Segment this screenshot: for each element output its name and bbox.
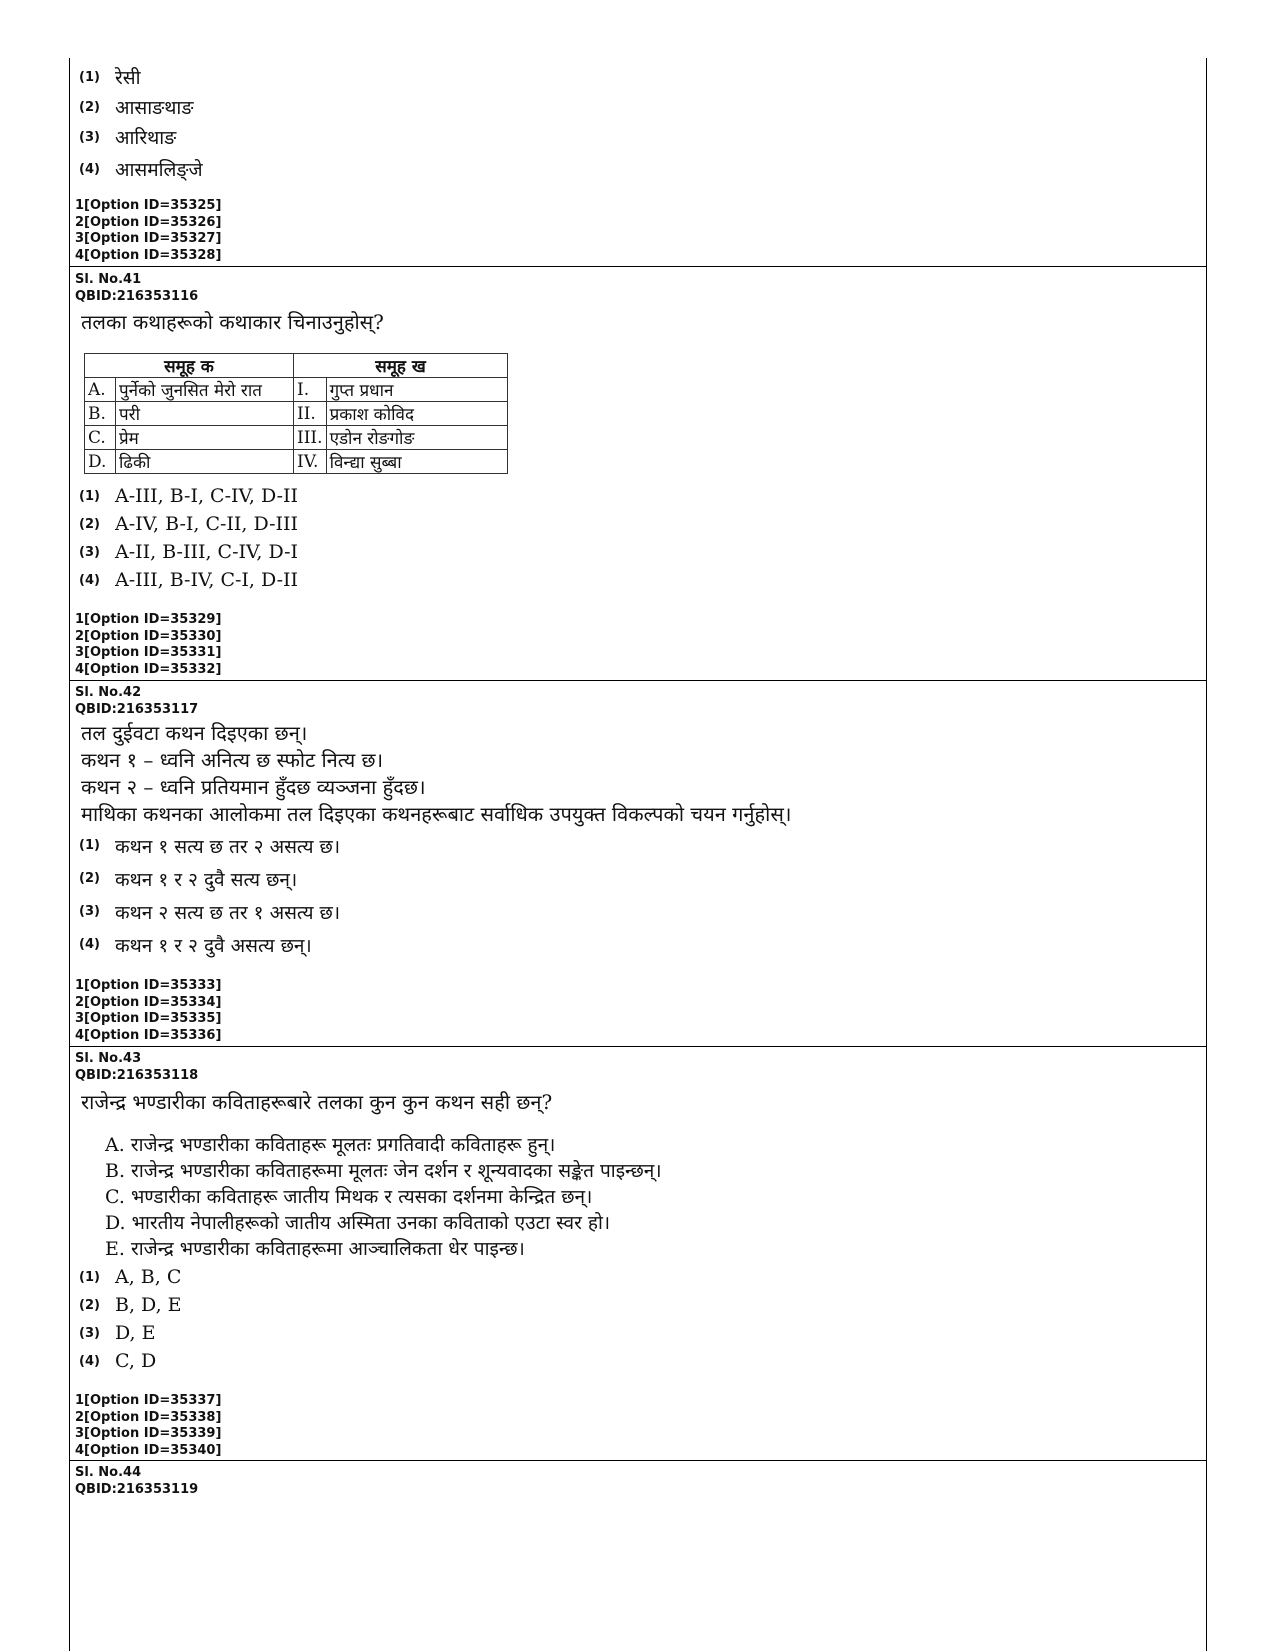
cell: IV.	[294, 450, 327, 474]
option-number: (3)	[79, 129, 100, 145]
option-text: A, B, C	[115, 1266, 182, 1288]
statement-c: C. भण्डारीका कविताहरू जातीय मिथक र त्यसका दर्शनमा केन्द्रित छन्।	[105, 1186, 593, 1208]
q40-option-1	[75, 62, 1206, 92]
option-text: रेसी	[115, 67, 141, 89]
table-row	[85, 450, 508, 474]
q41-match-table-wrap	[70, 353, 1206, 474]
table-row	[85, 402, 508, 426]
q41-option-ids	[70, 612, 1206, 678]
cell: परी	[116, 402, 294, 426]
cell: II.	[294, 402, 327, 426]
qbid: QBID:216353117	[75, 701, 199, 717]
q40-option-3	[75, 122, 1206, 152]
option-number: (3)	[79, 544, 100, 560]
cell: पुर्नेको जुनसित मेरो रात	[116, 378, 294, 402]
q42-option-ids	[70, 978, 1206, 1044]
q43-statements	[70, 1132, 1206, 1262]
option-id: 2[Option ID=35326]	[75, 214, 222, 230]
option-number: (2)	[79, 99, 100, 115]
option-id: 1[Option ID=35337]	[75, 1393, 222, 1408]
option-text: A-II, B-III, C-IV, D-I	[115, 541, 299, 563]
option-id: 3[Option ID=35331]	[75, 645, 222, 660]
sl-no: Sl. No.43	[75, 1051, 142, 1066]
question-line: कथन १ – ध्वनि अनित्य छ स्फोट नित्य छ।	[81, 748, 384, 772]
q41-header	[70, 272, 1206, 305]
cell: गुप्त प्रधान	[326, 378, 507, 402]
question-line: तल दुईवटा कथन दिइएका छन्।	[81, 721, 308, 745]
q42-option-1	[75, 829, 1206, 862]
q43-option-ids	[70, 1393, 1206, 1459]
statement-a: A. राजेन्द्र भण्डारीका कविताहरू मूलतः प्रगतिवादी कविताहरू हुन्।	[105, 1134, 556, 1156]
question-line: माथिका कथनका आलोकमा तल दिइएका कथनहरूबाट सर्वाधिक उपयुक्त विकल्पको चयन गर्नुहोस्।	[81, 802, 792, 826]
option-number: (3)	[79, 904, 100, 919]
option-number: (4)	[79, 161, 100, 177]
qbid: QBID:216353118	[75, 1067, 199, 1083]
option-text: आसाङथाङ	[115, 97, 194, 119]
option-id: 4[Option ID=35340]	[75, 1442, 222, 1458]
option-text: B, D, E	[115, 1294, 182, 1316]
column-header-b: समूह ख	[294, 354, 508, 378]
separator	[70, 680, 1206, 681]
q41-option-1	[75, 482, 1206, 510]
question-paper-frame	[69, 58, 1207, 1651]
table-row	[85, 426, 508, 450]
option-text: कथन २ सत्य छ तर १ असत्य छ।	[115, 901, 341, 924]
option-text: D, E	[115, 1322, 156, 1344]
option-text: कथन १ र २ दुवै असत्य छन्।	[115, 934, 312, 957]
cell: D.	[85, 450, 116, 474]
option-id: 3[Option ID=35327]	[75, 231, 222, 246]
q40-option-ids	[70, 198, 1206, 264]
option-id: 4[Option ID=35328]	[75, 247, 222, 263]
q43-option-2	[75, 1291, 1206, 1319]
qbid: QBID:216353116	[75, 288, 199, 304]
q40-option-4	[75, 152, 1206, 186]
q44-header	[70, 1465, 1206, 1498]
q42-option-2	[75, 862, 1206, 895]
option-id: 4[Option ID=35336]	[75, 1027, 222, 1043]
sl-no: Sl. No.41	[75, 272, 142, 287]
option-number: (1)	[79, 1269, 100, 1285]
option-number: (4)	[79, 1353, 100, 1369]
option-number: (4)	[79, 937, 100, 952]
option-id: 4[Option ID=35332]	[75, 661, 222, 677]
option-number: (1)	[79, 69, 100, 85]
option-number: (2)	[79, 871, 100, 886]
sl-no: Sl. No.44	[75, 1465, 142, 1480]
q41-options	[70, 482, 1206, 594]
statement-e: E. राजेन्द्र भण्डारीका कविताहरूमा आञ्चालिकता धेर पाइन्छ।	[105, 1238, 525, 1260]
column-header-a: समूह क	[85, 354, 294, 378]
q40-option-2	[75, 92, 1206, 122]
cell: एडोन रोङगोङ	[326, 426, 507, 450]
option-id: 3[Option ID=35339]	[75, 1426, 222, 1441]
option-text: कथन १ सत्य छ तर २ असत्य छ।	[115, 835, 341, 858]
option-id: 1[Option ID=35333]	[75, 978, 222, 993]
cell: ढिकी	[116, 450, 294, 474]
separator	[70, 1460, 1206, 1461]
cell: I.	[294, 378, 327, 402]
table-row	[85, 378, 508, 402]
qbid: QBID:216353119	[75, 1481, 199, 1497]
q42-option-4	[75, 928, 1206, 961]
option-number: (2)	[79, 516, 100, 532]
table-header-row	[85, 354, 508, 378]
q42-option-3	[75, 895, 1206, 928]
q42-header	[70, 685, 1206, 718]
option-id: 2[Option ID=35330]	[75, 628, 222, 644]
q43-option-4	[75, 1347, 1206, 1375]
q43-option-1	[75, 1263, 1206, 1291]
statement-d: D. भारतीय नेपालीहरूको जातीय अस्मिता उनका कविताको एउटा स्वर हो।	[105, 1212, 611, 1234]
q42-options	[70, 829, 1206, 961]
q41-match-table	[84, 353, 508, 474]
option-text: आरिथाङ	[115, 127, 177, 149]
question-text: राजेन्द्र भण्डारीका कविताहरूबारे तलका कुन कुन कथन सही छन्?	[81, 1090, 553, 1114]
q43-option-3	[75, 1319, 1206, 1347]
q40-options	[70, 62, 1206, 186]
q43-question	[70, 1088, 1206, 1115]
option-text: A-IV, B-I, C-II, D-III	[115, 513, 299, 535]
option-number: (1)	[79, 838, 100, 853]
option-text: C, D	[115, 1350, 157, 1372]
option-number: (4)	[79, 572, 100, 588]
cell: प्रकाश कोविद	[326, 402, 507, 426]
cell: C.	[85, 426, 116, 450]
q41-option-4	[75, 566, 1206, 594]
option-text: A-III, B-IV, C-I, D-II	[115, 569, 299, 591]
option-number: (1)	[79, 488, 100, 504]
separator	[70, 1046, 1206, 1047]
cell: B.	[85, 402, 116, 426]
q43-header	[70, 1051, 1206, 1084]
sl-no: Sl. No.42	[75, 685, 142, 700]
q41-question	[70, 308, 1206, 335]
option-text: A-III, B-I, C-IV, D-II	[115, 485, 299, 507]
q41-option-2	[75, 510, 1206, 538]
q42-question	[70, 720, 1206, 828]
question-line: कथन २ – ध्वनि प्रतियमान हुँदछ व्यञ्जना हुँदछ।	[81, 775, 426, 799]
cell: III.	[294, 426, 327, 450]
option-id: 3[Option ID=35335]	[75, 1011, 222, 1026]
option-id: 2[Option ID=35338]	[75, 1409, 222, 1425]
option-number: (2)	[79, 1297, 100, 1313]
cell: A.	[85, 378, 116, 402]
cell: प्रेम	[116, 426, 294, 450]
statement-b: B. राजेन्द्र भण्डारीका कविताहरूमा मूलतः जेन दर्शन र शून्यवादका सङ्केत पाइन्छन्।	[105, 1160, 662, 1182]
option-text: आसमलिङ्जे	[115, 159, 203, 181]
question-text: तलका कथाहरूको कथाकार चिनाउनुहोस्?	[81, 310, 384, 334]
option-text: कथन १ र २ दुवै सत्य छन्।	[115, 868, 298, 891]
option-id: 1[Option ID=35329]	[75, 612, 222, 627]
separator	[70, 266, 1206, 267]
q43-options	[70, 1263, 1206, 1375]
cell: विन्द्या सुब्बा	[326, 450, 507, 474]
option-id: 2[Option ID=35334]	[75, 994, 222, 1010]
q41-option-3	[75, 538, 1206, 566]
option-id: 1[Option ID=35325]	[75, 198, 222, 213]
option-number: (3)	[79, 1325, 100, 1341]
